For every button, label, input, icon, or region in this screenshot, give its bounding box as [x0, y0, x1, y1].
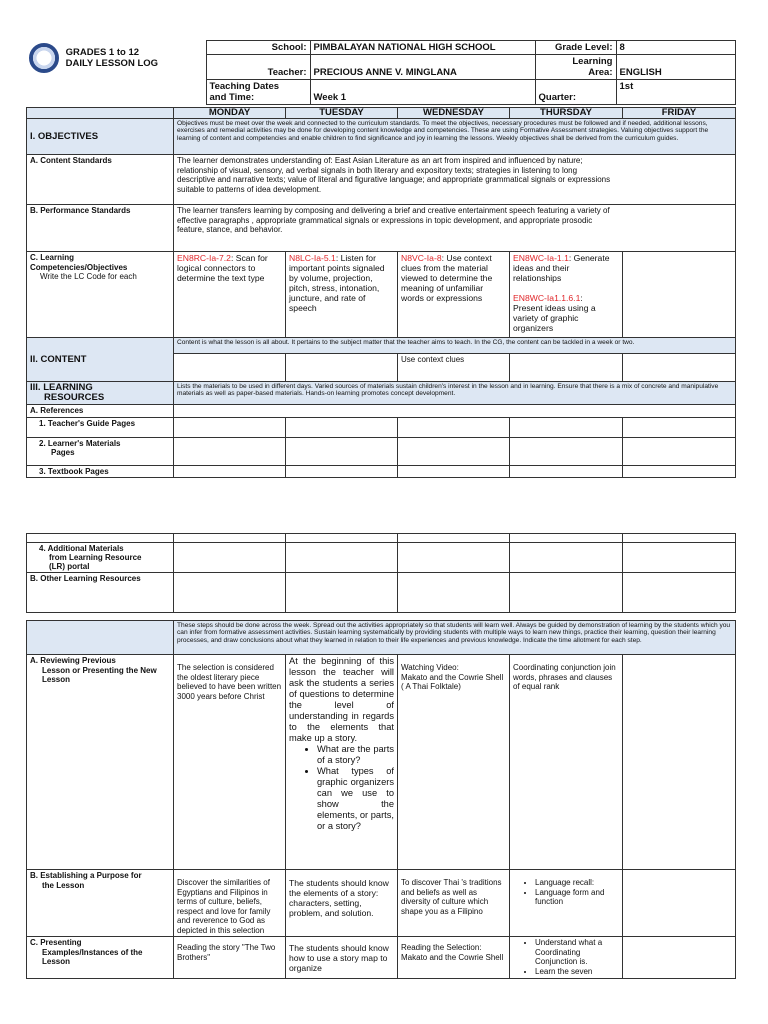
- wednesday-competency: N8VC-Ia-8: Use context clues from the material viewed to determine the meaning of unfamiliar words or expressions: [398, 252, 510, 338]
- thursday-learn: • Learn the seven: [535, 967, 619, 977]
- objectives-note: Objectives must be meet over the week and connected to the curriculum standards. To meet the objectives, necessary procedures must be followed and if needed, additional lessons, exercises and remedial activities may be done for developing content knowledge and competencies. These are using Formative Assessment strategies. Valuing objectives support the learning of content and competencies and enable children to find significance and joy in learning the lessons. Weekly objectives shall be derived from the curriculum guides.: [174, 119, 736, 155]
- content-heading: II. CONTENT: [27, 338, 174, 382]
- teachers-guide-label: 1. Teacher's Guide Pages: [27, 417, 174, 437]
- tg-thursday: [510, 417, 623, 437]
- tg-friday: [623, 417, 736, 437]
- presenting-wednesday: Reading the Selection: Makato and the Cowrie Shell: [398, 937, 510, 979]
- reviewing-friday: [623, 655, 736, 870]
- objectives-heading: I. OBJECTIVES: [27, 119, 174, 155]
- grade-label: Grade Level:: [535, 41, 616, 55]
- am-friday: [623, 543, 736, 573]
- area-value: ENGLISH: [616, 55, 735, 80]
- or-tuesday: [286, 573, 398, 613]
- presenting-examples-label: C. Presenting Examples/Instances of the Lesson: [27, 937, 174, 979]
- other-resources-label: B. Other Learning Resources: [27, 573, 174, 613]
- day-tuesday: TUESDAY: [286, 108, 398, 119]
- or-friday: [623, 573, 736, 613]
- tb-friday: [623, 465, 736, 478]
- competencies-label: C. Learning Competencies/Objectives Write the LC Code for each: [27, 252, 174, 338]
- references-label: A. References: [27, 405, 174, 418]
- tg-tuesday: [286, 417, 398, 437]
- header-title-cell: [26, 41, 206, 105]
- quarter-value: 1st: [616, 80, 735, 105]
- reviewing-tuesday: At the beginning of this lesson the teacher will ask the students a series of questions to determine the level of understanding in regards to the elements that make up a story. • What are the parts of a story? • What types of graphic organizers can we use to show the elements, or parts, or a story?: [286, 655, 398, 870]
- monday-competency: EN8RC-Ia-7.2: Scan for logical connectors to determine the text type: [174, 252, 286, 338]
- deped-seal-icon: [29, 43, 59, 73]
- header-table: [26, 40, 736, 105]
- reviewing-thursday: Coordinating conjunction join words, phrases and clauses of equal rank: [510, 655, 623, 870]
- grade-value: 8: [616, 41, 735, 55]
- performance-standards-text: The learner transfers learning by composing and delivering a brief and creative entertainment speech featuring a variety of effective paragraphs , appropriate grammatical signals or expressions in topic development, and appropriate prosodic feature, stance, and behavior.: [174, 205, 736, 252]
- presenting-tuesday: The students should know how to use a story map to organize: [286, 937, 398, 979]
- purpose-tuesday: The students should know the elements of a story: characters, setting, problem, and solution.: [286, 870, 398, 937]
- am-wednesday: [398, 543, 510, 573]
- content-friday: [623, 354, 736, 382]
- friday-competency: [623, 252, 736, 338]
- purpose-label: B. Establishing a Purpose for the Lesson: [27, 870, 174, 937]
- dates-label: Teaching Dates and Time:: [206, 80, 310, 105]
- procedures-heading: [27, 621, 174, 655]
- dates-value: Week 1: [310, 80, 535, 105]
- presenting-friday: [623, 937, 736, 979]
- thursday-competency: EN8WC-Ia-1.1: Generate ideas and their relationships EN8WC-Ia1.1.6.1: Present ideas using a variety of graphic organizers: [510, 252, 623, 338]
- procedures-table: [26, 620, 736, 979]
- purpose-thursday: [510, 870, 623, 937]
- am-thursday: [510, 543, 623, 573]
- lm-monday: [174, 437, 286, 465]
- lm-thursday: [510, 437, 623, 465]
- reviewing-lesson-label: A. Reviewing Previous Lesson or Presenting the New Lesson: [27, 655, 174, 870]
- references-row: [174, 405, 736, 418]
- purpose-monday: Discover the similarities of Egyptians and Filipinos in terms of culture, beliefs, respect and love for family and reverence to God as depicted in this selection: [174, 870, 286, 937]
- lesson-table: [26, 107, 736, 478]
- lm-friday: [623, 437, 736, 465]
- tuesday-competency: N8LC-Ia-5.1: Listen for important points signaled by volume, projection, pitch, stress, intonation, juncture, and rate of speech: [286, 252, 398, 338]
- content-tuesday: [286, 354, 398, 382]
- additional-materials-label: 4. Additional Materials from Learning Resource (LR) portal: [27, 543, 174, 573]
- day-wednesday: WEDNESDAY: [398, 108, 510, 119]
- presenting-thursday: [510, 937, 623, 979]
- presenting-monday: Reading the story "The Two Brothers": [174, 937, 286, 979]
- tuesday-question-1: • What are the parts of a story?: [317, 744, 394, 766]
- tg-wednesday: [398, 417, 510, 437]
- resources-note: Lists the materials to be used in different days. Varied sources of materials sustain children's interest in the lesson and in learning. Ensure that there is a mix of concrete and manipulative materials as well as paper-based materials. Hands-on learning promotes concept development.: [174, 382, 736, 405]
- content-standards-text: The learner demonstrates understanding of: East Asian Literature as an art from inspired and influenced by nature; relationship of visual, sensory, ad verbal signals in both literary and expository texts; strategies in listening to long descriptive and narrative texts; value of literal and figurative language; and appropriate grammatical signals or expressions suitable to patterns of idea development.: [174, 155, 736, 205]
- teacher-value: PRECIOUS ANNE V. MINGLANA: [310, 55, 535, 80]
- day-thursday: THURSDAY: [510, 108, 623, 119]
- resources-table: [26, 533, 736, 613]
- learners-materials-label: 2. Learner's Materials Pages: [27, 437, 174, 465]
- blank-label: [27, 534, 174, 543]
- tuesday-question-2: • What types of graphic organizers can we use to show the elements, or parts, or a story?: [317, 766, 394, 832]
- content-wednesday: Use context clues: [398, 354, 510, 382]
- procedures-note: These steps should be done across the week. Spread out the activities appropriately so that students will learn well. Always be guided by demonstration of learning by the students which you can infer from formative assessment activities. Sustain learning systematically by providing students with multiple ways to learn new things, practice their learning, question their learning processes, and draw conclusions about what they learned in relation to their life experiences and previous knowledge. Indicate the time allotment for each step.: [174, 621, 736, 655]
- area-label: Learning Area:: [535, 55, 616, 80]
- performance-standards-label: B. Performance Standards: [27, 205, 174, 252]
- content-monday: [174, 354, 286, 382]
- title-line1: GRADES 1 to 12: [65, 46, 140, 58]
- content-standards-label: A. Content Standards: [27, 155, 174, 205]
- am-tuesday: [286, 543, 398, 573]
- content-thursday: [510, 354, 623, 382]
- purpose-wednesday: To discover Thai 's traditions and beliefs as well as diversity of culture which shape you as a Filipino: [398, 870, 510, 937]
- quarter-label: Quarter:: [535, 80, 616, 105]
- day-friday: FRIDAY: [623, 108, 736, 119]
- thursday-recall: • Language recall:: [535, 878, 619, 888]
- textbook-pages-label: 3. Textbook Pages: [27, 465, 174, 478]
- tg-monday: [174, 417, 286, 437]
- lm-wednesday: [398, 437, 510, 465]
- reviewing-monday: The selection is considered the oldest literary piece believed to have been written 3000 years before Christ: [174, 655, 286, 870]
- tb-thursday: [510, 465, 623, 478]
- or-monday: [174, 573, 286, 613]
- days-corner: [27, 108, 174, 119]
- reviewing-wednesday: Watching Video: Makato and the Cowrie Shell ( A Thai Folktale): [398, 655, 510, 870]
- or-thursday: [510, 573, 623, 613]
- thursday-understand: • Understand what a Coordinating Conjunction is.: [535, 938, 619, 967]
- or-wednesday: [398, 573, 510, 613]
- am-monday: [174, 543, 286, 573]
- tb-wednesday: [398, 465, 510, 478]
- teacher-label: Teacher:: [206, 55, 310, 80]
- school-label: School:: [206, 41, 310, 55]
- school-value: PIMBALAYAN NATIONAL HIGH SCHOOL: [310, 41, 535, 55]
- title-line2: DAILY LESSON LOG: [65, 57, 159, 69]
- content-note: Content is what the lesson is all about. It pertains to the subject matter that the teacher aims to teach. In the CG, the content can be tackled in a week or two.: [174, 338, 736, 354]
- day-monday: MONDAY: [174, 108, 286, 119]
- thursday-form: • Language form and function: [535, 888, 619, 907]
- purpose-friday: [623, 870, 736, 937]
- resources-heading: III. LEARNING RESOURCES: [27, 382, 174, 405]
- lm-tuesday: [286, 437, 398, 465]
- tb-monday: [174, 465, 286, 478]
- tb-tuesday: [286, 465, 398, 478]
